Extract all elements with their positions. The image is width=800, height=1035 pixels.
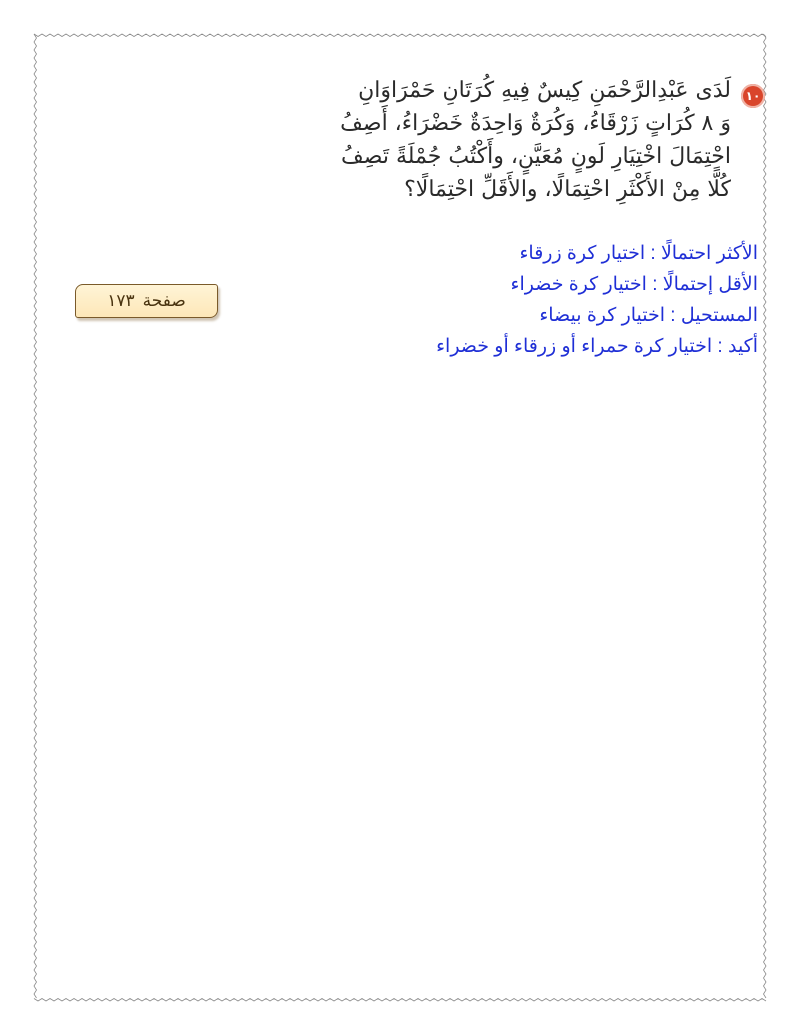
answers-block — [328, 238, 758, 362]
page-number-tag — [75, 284, 218, 318]
answer-certain: أكيد : اختيار كرة حمراء أو زرقاء أو خضراء — [436, 336, 758, 357]
answer-impossible: المستحيل : اختيار كرة بيضاء — [539, 305, 758, 326]
border-edge-2 — [34, 999, 766, 1002]
page-tag-word: صفحة — [142, 291, 186, 311]
exercise-line-1: لَدَى عَبْدِالرَّحْمَنِ كِيسٌ فِيهِ كُرَتَانِ حَمْرَاوَانِ — [358, 78, 731, 103]
exercise-problem — [295, 74, 765, 206]
exercise-text — [295, 74, 731, 206]
answer-least-likely: الأقل إحتمالًا : اختيار كرة خضراء — [510, 274, 758, 295]
border-edge-3 — [34, 34, 37, 998]
exercise-number-badge: ١٠ — [741, 84, 765, 108]
border-edge-1 — [34, 34, 766, 37]
exercise-line-3: احْتِمَالَ اخْتِيَارِ لَونٍ مُعَيَّنٍ، وأَكْتُبُ جُمْلَةً تَصِفُ — [341, 144, 731, 169]
answer-most-likely: الأكثر احتمالًا : اختيار كرة زرقاء — [519, 243, 758, 264]
page-tag-number: ١٧٣ — [107, 291, 135, 311]
exercise-line-2: وَ ٨ كُرَاتٍ زَرْقَاءُ، وَكُرَةٌ وَاحِدَةٌ خَضْرَاءُ، أَصِفُ — [340, 111, 731, 136]
exercise-line-4: كُلًّا مِنْ الأَكْثَرِ احْتِمَالًا، والأَقَلِّ احْتِمَالًا؟ — [404, 177, 731, 202]
